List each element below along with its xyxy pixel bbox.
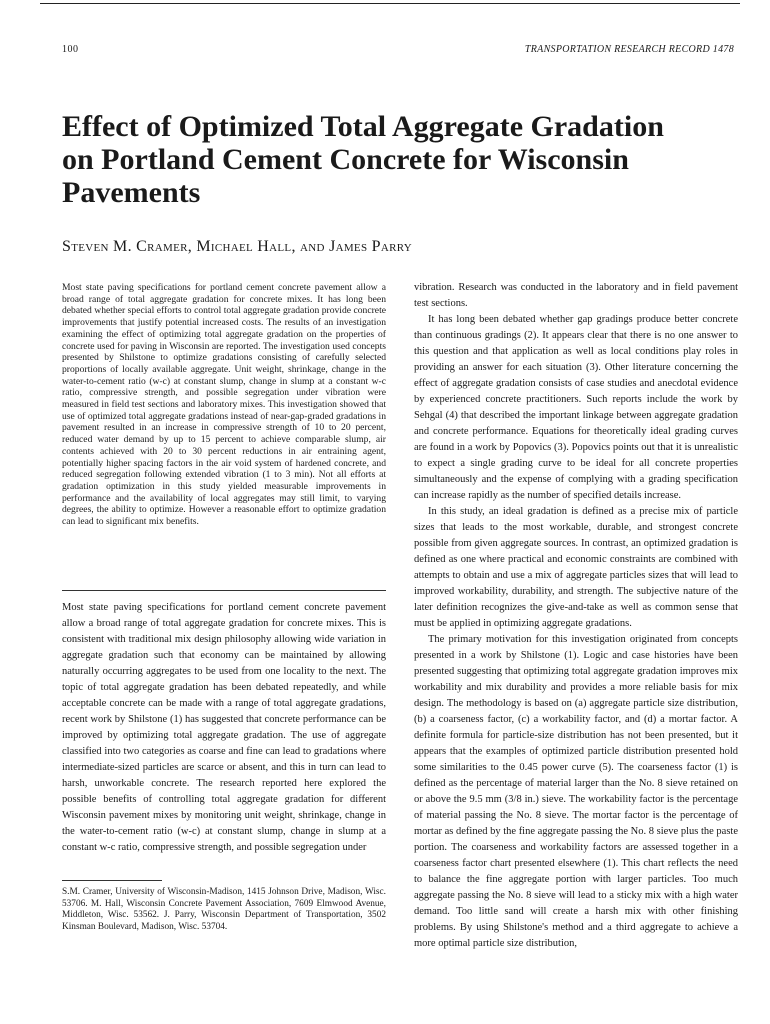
abstract-separator (62, 590, 386, 591)
body-left-column (62, 600, 386, 856)
body-paragraph: In this study, an ideal gradation is defined as a precise mix of particle sizes that leads to the most workable, durable, and strongest concrete possible from given aggregate sources. In contrast, an optimized gradation is defined as one where practical and economic constraints are combined with attempts to obtain and use a mix of aggregate particles sizes that will lead to improved workability, durability, and strength. The subjective nature of the later definition recognizes the give-and-take as well as common sense that must be applied in optimizing aggregate gradations. (414, 506, 738, 629)
body-paragraph: It has long been debated whether gap gradings produce better concrete than continuous gradings (2). It appears clear that there is no one answer to this question and that application as well as local conditions play roles in providing an answer for each situation (3). Other literature concerning the effect of aggregate gradation consists of case studies and anecdotal evidence by experienced concrete practitioners. Such reports include the work by Sehgal (4) that described the important linkage between aggregate gradation and concrete performance. Equations for theoretically ideal grading curves are found in a work by Popovics (3). Popovics points out that it is unrealistic to expect a single grading curve to be ideal for all concrete properties simultaneously and the expense of complying with a grading specification can increase rapidly as the number of specified details increase. (414, 314, 738, 501)
footnote-rule (62, 880, 162, 881)
body-paragraph: vibration. Research was conducted in the laboratory and in field pavement test sections. (414, 282, 738, 309)
body-paragraph: Most state paving specifications for portland cement concrete pavement allow a broad range of total aggregate gradation for concrete mixes. This is consistent with traditional mix design philosophy allowing wide variation in aggregate gradation such that economy can be maintained by allowing naturally occurring aggregates to be used from one locality to the next. The topic of total aggregate gradation has been debated repeatedly, and while acceptable concrete can be made with a range of total aggregate gradations, recent work by Shilstone (1) has suggested that concrete performance can be improved by optimizing total aggregate gradation. The use of aggregate classified into two categories as coarse and fine can lead to gradations where intermediate-sized particles are scarce or absent, and this in turn can lead to harsh, unworkable concrete. The research reported here explored the possible benefits of controlling total aggregate gradation for different Wisconsin pavement mixes by monitoring unit weight, shrinkage, change in the water-to-cement ratio (w-c) at constant slump, change in slump at a constant w-c ratio, compressive strength, and possible segregation under (62, 602, 386, 853)
article-title: Effect of Optimized Total Aggregate Gradation on Portland Cement Concrete for Wisconsin Pavements (62, 110, 664, 209)
body-paragraph: The primary motivation for this investigation originated from concepts presented in a work by Shilstone (1). Logic and case histories have been presented suggesting that optimizing total aggregate gradation improves mix workability and mix durability and provides a more reliable basis for mix design. The methodology is based on (a) aggregate particle size distribution, (b) a coarseness factor, (c) a workability factor, and (d) a mortar factor. A definite formula for particle-size distribution has not been presented, but it appears that the examples of optimized particle distribution presented hold some similarities to the 0.45 power curve (5). The coarseness factor (1) is defined as the percentage of material larger than the No. 8 sieve retained on or above the 9.5 mm (3/8 in.) sieve. The workability factor is the percentage of material passing the No. 8 sieve. The mortar factor is the percentage of mortar as defined by the fine aggregate passing the No. 8 sieve plus the paste portion. The coarseness and workability factors are assessed together in a coarseness factor chart presented elsewhere (1). This chart reflects the need to balance the fine aggregate portion with larger particles. Too much aggregate passing the No. 8 sieve will lead to a sticky mix with a high water demand. Too little sand will create a harsh mix with other finishing problems. By using Shilstone's method and a third aggregate to achieve a more optimal particle size distribution, (414, 634, 738, 949)
running-head: TRANSPORTATION RESEARCH RECORD 1478 (524, 44, 734, 55)
author-affiliations-footnote: S.M. Cramer, University of Wisconsin-Madison, 1415 Johnson Drive, Madison, Wisc. 53706. M. Hall, Wisconsin Concrete Pavement Association, 7609 Elmwood Avenue, Middleton, Wisc. 53562. J. Parry, Wisconsin Department of Transportation, 3502 Kinsman Boulevard, Madison, Wisc. 53704. (62, 887, 386, 932)
page-number: 100 (62, 44, 79, 55)
abstract: Most state paving specifications for portland cement concrete pavement allow a broad range of total aggregate gradation for concrete mixes. It has long been debated whether special efforts to control total aggregate gradation provide concrete improvements that justify potential increased costs. The results of an investigation examining the effect of optimizing total aggregate gradation on the properties of concrete used for paving in Wisconsin are reported. The investigation used concepts presented by Shilstone to optimize gradations consisting of carefully selected proportions of locally available aggregate. Unit weight, shrinkage, change in the water-to-cement ratio (w-c) at constant slump, change in slump at a constant w-c ratio, compressive strength, and possible segregation under vibration were measured in field test sections and laboratory mixes. This investigation showed that use of optimized total aggregate gradations instead of near-gap-graded gradations in pavement resulted in an increase in compressive strength of 10 to 20 percent, reduced water demand by up to 15 percent to achieve comparable slump, air contents achieved with 20 to 30 percent reductions in air entraining agent, potentially higher spacing factors in the air void system of hardened concrete, and reduced segregation following extended vibration (1 to 3 min). Not all efforts at gradation optimization in this study yielded measurable improvements in performance and the availability of local aggregates may still limit, to varying degrees, the ability to optimize. However a reasonable effort to optimize gradation can lead to significant mix benefits. (62, 282, 386, 528)
top-rule (40, 3, 740, 4)
article-authors: Steven M. Cramer, Michael Hall, and James Parry (62, 238, 413, 255)
body-right-column (414, 280, 738, 952)
